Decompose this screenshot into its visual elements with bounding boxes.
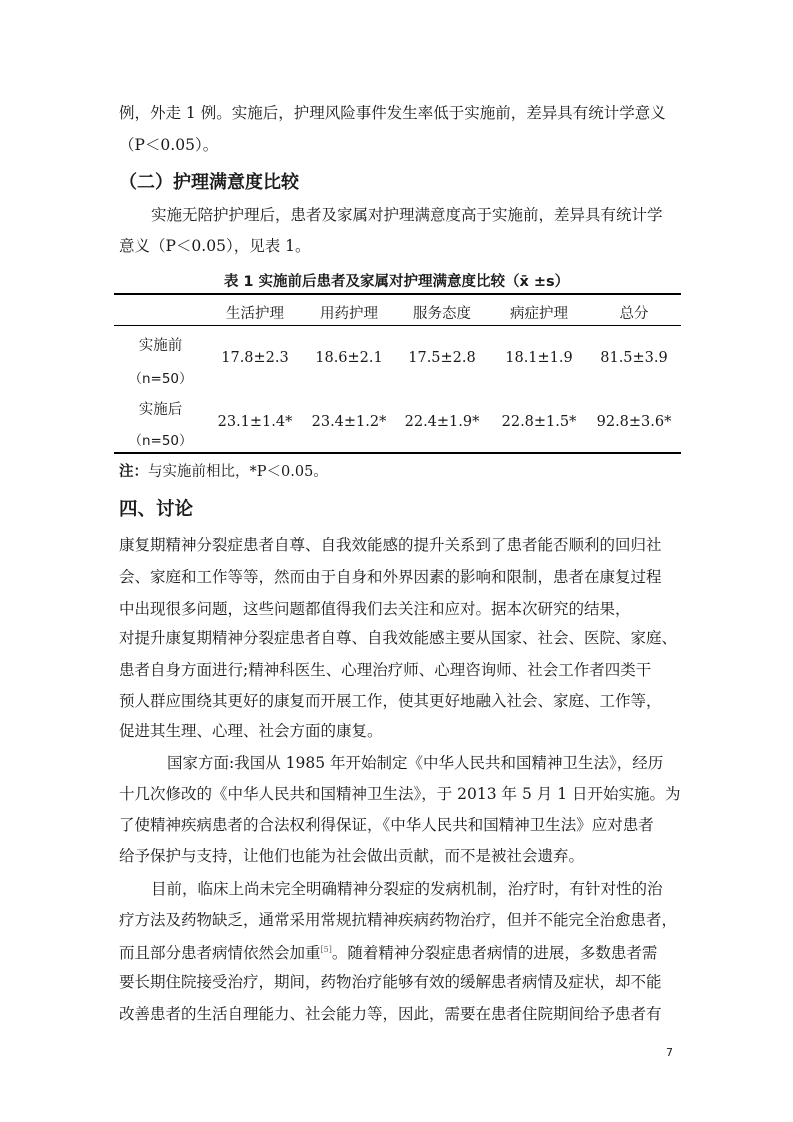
table-note-label: 注： bbox=[119, 464, 148, 480]
body-text-line: 目前，临床上尚未完全明确精神分裂症的发病机制，治疗时，有针对性的治 bbox=[151, 880, 663, 898]
body-text-line: 国家方面:我国从 1985 年开始制定《中华人民共和国精神卫生法》，经历 bbox=[167, 754, 664, 772]
body-text-line bbox=[119, 940, 657, 963]
table-header-cell: 用药护理 bbox=[320, 306, 378, 322]
body-text-line: 预人群应围绕其更好的康复而开展工作，使其更好地融入社会、家庭、工作等， bbox=[119, 692, 662, 710]
table-cell: 18.1±1.9 bbox=[505, 350, 573, 366]
body-text-line: 十几次修改的《中华人民共和国精神卫生法》，于 2013 年 5 月 1 日开始实施。为 bbox=[119, 785, 681, 803]
table-note-text: 与实施前相比，*P＜0.05。 bbox=[148, 464, 328, 480]
table-note bbox=[119, 460, 328, 481]
table-cell: 81.5±3.9 bbox=[600, 350, 668, 366]
row-sublabel: （n=50） bbox=[128, 371, 193, 387]
body-text-line: 实施无陪护护理后，患者及家属对护理满意度高于实施前，差异具有统计学 bbox=[151, 206, 663, 224]
table-cell: 92.8±3.6* bbox=[596, 414, 672, 430]
table-top-rule bbox=[114, 293, 681, 295]
body-text-line: 会、家庭和工作等等，然而由于自身和外界因素的影响和限制，患者在康复过程 bbox=[119, 568, 662, 586]
body-text-line: 例，外走 1 例。实施后，护理风险事件发生率低于实施前，差异具有统计学意义 bbox=[119, 104, 666, 122]
table-cell: 22.8±1.5* bbox=[501, 414, 577, 430]
table-cell: 18.6±2.1 bbox=[315, 350, 383, 366]
row-label: 实施前 bbox=[138, 338, 183, 354]
body-text-line: 了使精神疾病患者的合法权利得保证，《中华人民共和国精神卫生法》应对患者 bbox=[119, 816, 654, 834]
table-header-cell: 总分 bbox=[619, 306, 649, 322]
section-heading-satisfaction: （二）护理满意度比较 bbox=[119, 172, 299, 193]
section-heading-discussion: 四、讨论 bbox=[119, 499, 194, 520]
body-text-line: 康复期精神分裂症患者自尊、自我效能感的提升关系到了患者能否顺利的回归社 bbox=[119, 536, 662, 554]
body-text-line: 患者自身方面进行;精神科医生、心理治疗师、心理咨询师、社会工作者四类干 bbox=[119, 661, 652, 679]
body-text-line: 要长期住院接受治疗，期间，药物治疗能够有效的缓解患者病情及症状，却不能 bbox=[119, 973, 662, 991]
table-cell: 23.1±1.4* bbox=[217, 414, 293, 430]
body-text-segment: 。随着精神分裂症患者病情的进展，多数患者需 bbox=[331, 944, 658, 963]
page-number: 7 bbox=[666, 1046, 673, 1059]
body-text-line: 意义（P＜0.05），见表 1。 bbox=[119, 237, 311, 255]
table-header-cell: 生活护理 bbox=[226, 306, 284, 322]
table-cell: 22.4±1.9* bbox=[404, 414, 480, 430]
row-label: 实施后 bbox=[138, 402, 183, 418]
table-cell: 23.4±1.2* bbox=[311, 414, 387, 430]
body-text-line: 对提升康复期精神分裂症患者自尊、自我效能感主要从国家、社会、医院、家庭、 bbox=[119, 629, 678, 647]
citation-ref: [5] bbox=[320, 945, 332, 954]
body-text-line: 促进其生理、心理、社会方面的康复。 bbox=[119, 722, 383, 740]
table-header-cell: 病症护理 bbox=[510, 306, 568, 322]
body-text-line: 给予保护与支持，让他们也能为社会做出贡献，而不是被社会遗弃。 bbox=[119, 847, 585, 865]
body-text-line: 改善患者的生活自理能力、社会能力等，因此，需要在患者住院期间给予患者有 bbox=[119, 1005, 662, 1023]
table-cell: 17.8±2.3 bbox=[221, 350, 289, 366]
table-bottom-rule bbox=[114, 452, 681, 454]
table-cell: 17.5±2.8 bbox=[408, 350, 476, 366]
body-text-line: （P＜0.05）。 bbox=[119, 136, 219, 154]
table-caption: 表 1 实施前后患者及家属对护理满意度比较（x̄ ±s） bbox=[223, 274, 570, 290]
row-sublabel: （n=50） bbox=[128, 433, 193, 449]
table-header-cell: 服务态度 bbox=[413, 306, 471, 322]
body-text-segment: 而且部分患者病情依然会加重 bbox=[119, 944, 321, 963]
body-text-line: 中出现很多问题，这些问题都值得我们去关注和应对。据本次研究的结果， bbox=[119, 600, 631, 618]
table-header-rule bbox=[114, 325, 681, 326]
body-text-line: 疗方法及药物缺乏，通常采用常规抗精神疾病药物治疗，但并不能完全治愈患者， bbox=[119, 911, 678, 929]
